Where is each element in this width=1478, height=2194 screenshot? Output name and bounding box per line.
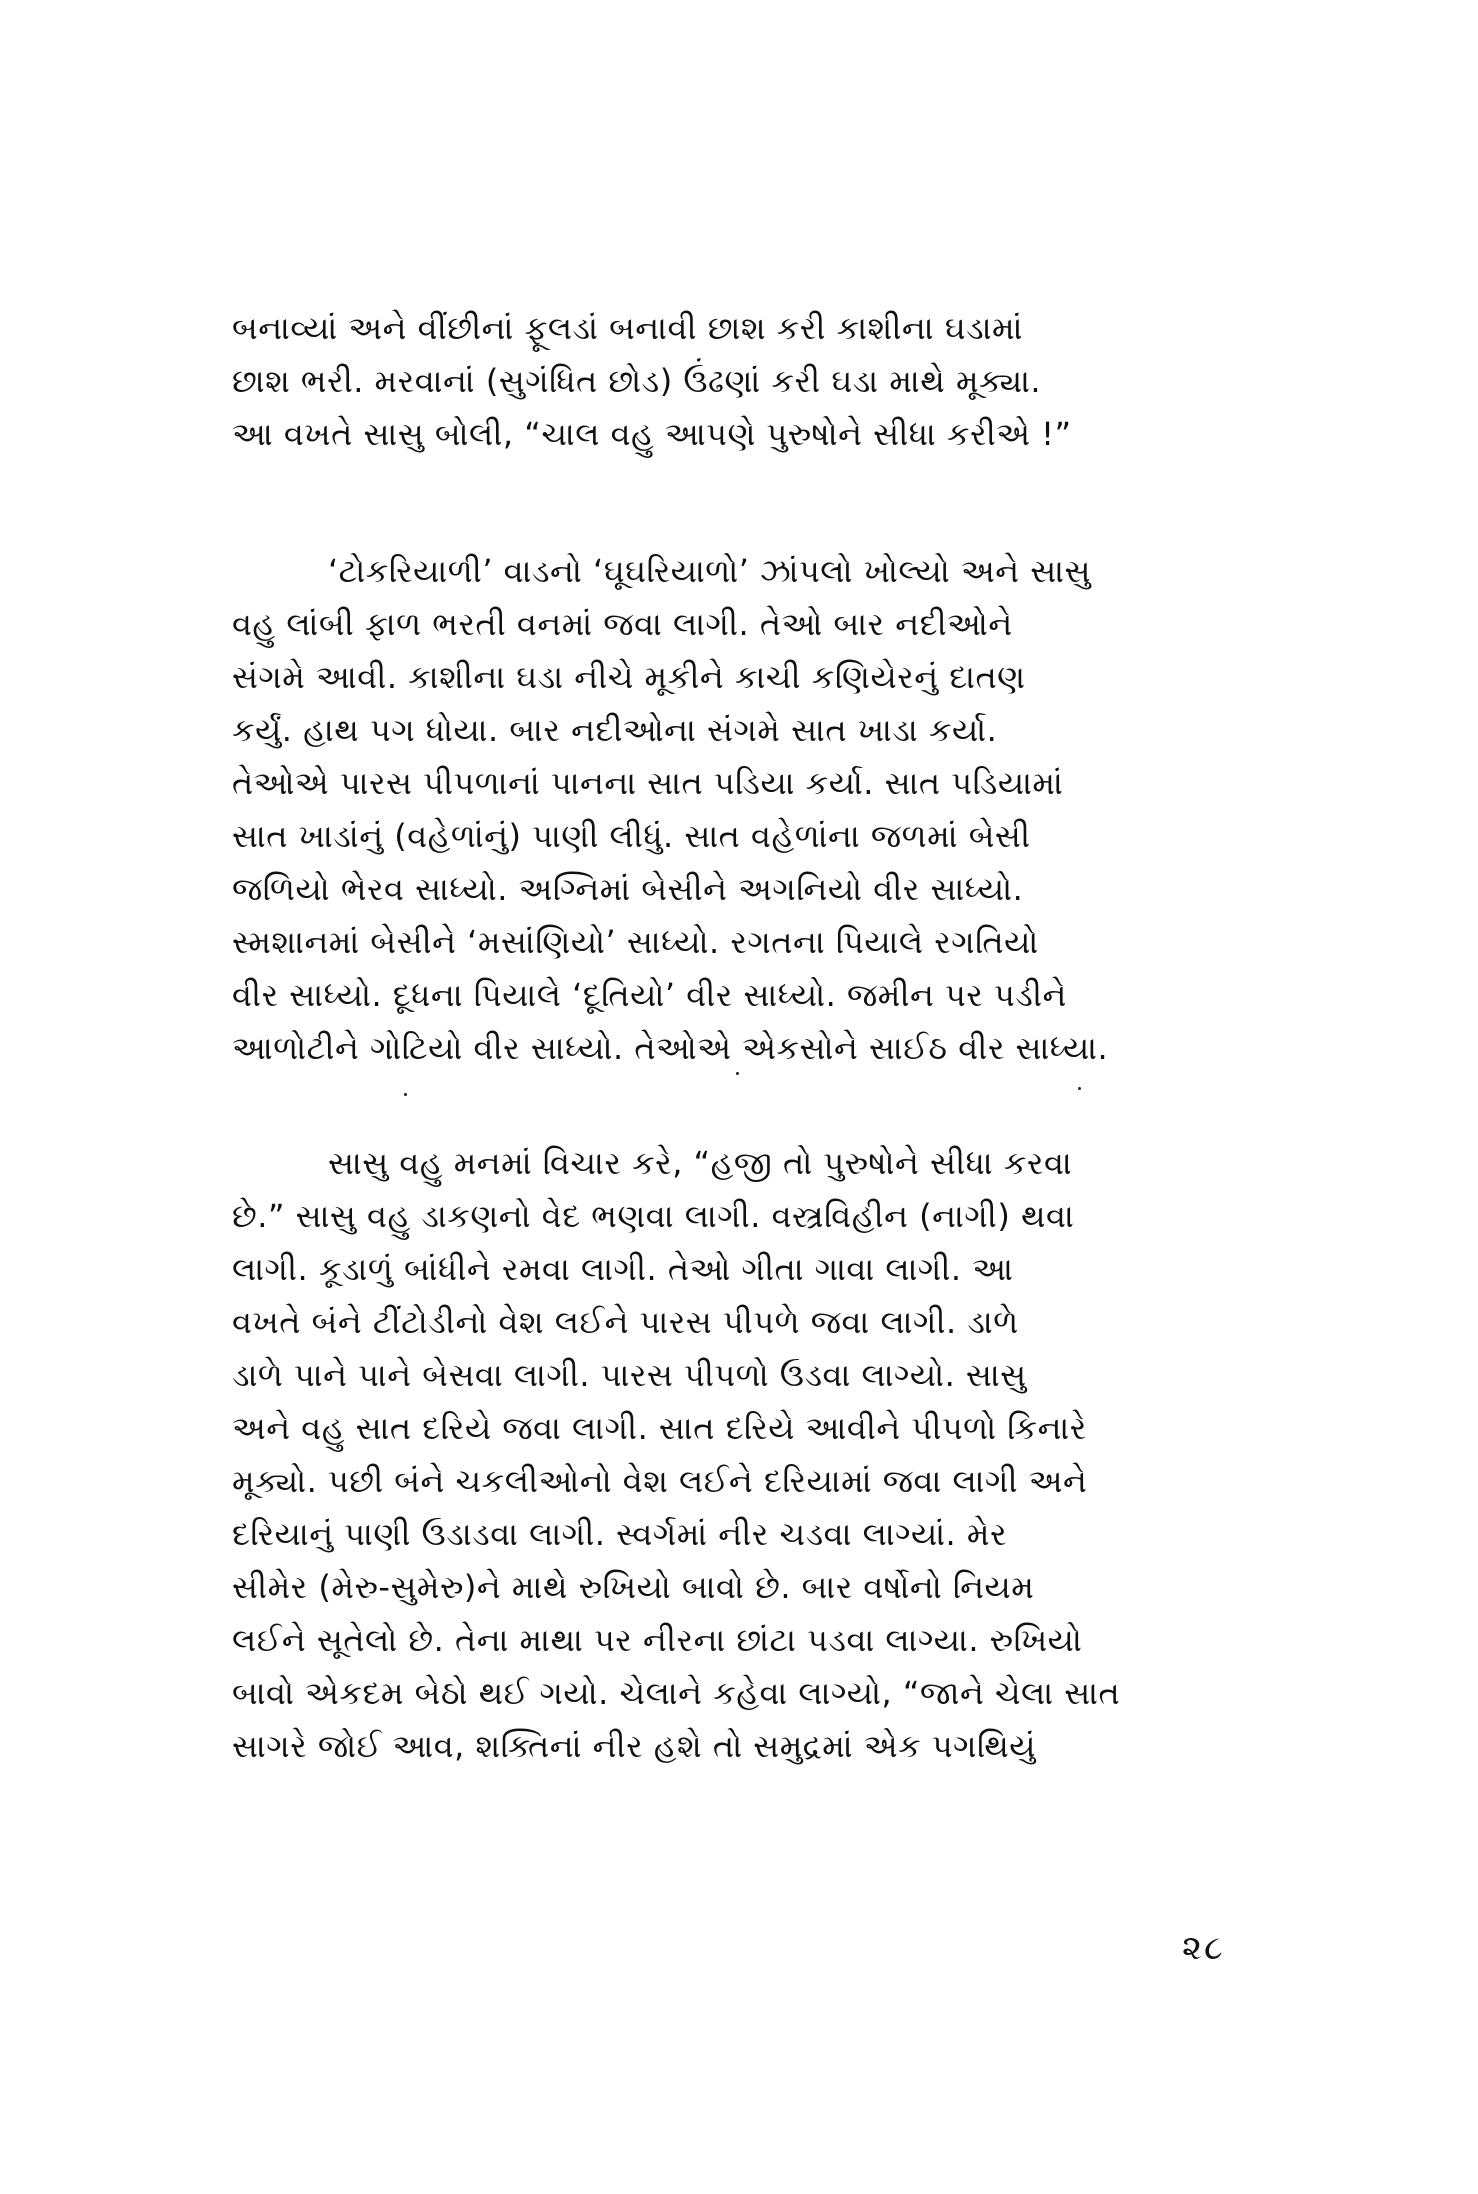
text-line: લઈને સૂતેલો છે. તેના માથા પર નીરના છાંટા પડવા લાગ્યા. રુખિયો <box>232 1621 1083 1659</box>
text-line: છાશ ભરી. મરવાનાં (સુગંધિત છોડ) ઉંઢણાં કરી ઘડા માથે મૂક્યા. <box>232 362 1042 400</box>
text-line: દરિયાનું પાણી ઉડાડવા લાગી. સ્વર્ગમાં નીર ચડવા લાગ્યાં. મેર <box>232 1515 1008 1553</box>
text-line: વહુ લાંબી ફાળ ભરતી વનમાં જવા લાગી. તેઓ બાર નદીઓને <box>232 605 1013 643</box>
text-line: તેઓએ પારસ પીપળાનાં પાનના સાત પડિયા કર્યા. સાત પડિયામાં <box>232 764 1064 802</box>
text-line: વખતે બંને ટીંટોડીનો વેશ લઈને પારસ પીપળે જવા લાગી. ડાળે <box>232 1303 1019 1341</box>
text-line: જળિયો ભેરવ સાધ્યો. અગ્નિમાં બેસીને અગનિયો વીર સાધ્યો. <box>232 870 1024 908</box>
text-line: અને વહુ સાત દરિયે જવા લાગી. સાત દરિયે આવીને પીપળો કિનારે <box>232 1409 1087 1447</box>
text-line: આ વખતે સાસુ બોલી, “ચાલ વહુ આપણે પુરુષોને સીધા કરીએ !” <box>232 415 1072 453</box>
text-line: બાવો એકદમ બેઠો થઈ ગયો. ચેલાને કહેવા લાગ્યો, “જાને ચેલા સાત <box>232 1674 1121 1712</box>
text-line: સાસુ વહુ મનમાં વિચાર કરે, “હજી તો પુરુષોને સીધા કરવા <box>328 1144 1073 1182</box>
print-speck <box>1078 1087 1081 1090</box>
text-line: છે.” સાસુ વહુ ડાકણનો વેદ ભણવા લાગી. વસ્ત્રવિહીન (નાગી) થવા <box>232 1197 1075 1235</box>
text-line: સાત ખાડાંનું (વહેળાંનું) પાણી લીધું. સાત વહેળાંના જળમાં બેસી <box>232 817 1031 855</box>
text-line: સ્મશાનમાં બેસીને ‘મસાંણિયો’ સાધ્યો. રગતના પિયાલે રગતિયો <box>232 923 1039 961</box>
text-line: વીર સાધ્યો. દૂધના પિયાલે ‘દૂતિયો’ વીર સાધ્યો. જમીન પર પડીને <box>232 976 1067 1014</box>
text-line: મૂક્યો. પછી બંને ચકલીઓનો વેશ લઈને દરિયામાં જવા લાગી અને <box>232 1462 1088 1500</box>
text-line: સંગમે આવી. કાશીના ઘડા નીચે મૂકીને કાચી કણિયેરનું દાતણ <box>232 658 1026 696</box>
page-number: ૨૮ <box>1182 1928 1225 1968</box>
paragraph-3 <box>232 1137 1262 1773</box>
text-line: લાગી. કૂડાળું બાંધીને રમવા લાગી. તેઓ ગીતા ગાવા લાગી. આ <box>232 1250 1014 1288</box>
print-speck <box>404 1093 407 1096</box>
text-line: સીમેર (મેરુ-સુમેરુ)ને માથે રુખિયો બાવો છે. બાર વર્ષોનો નિયમ <box>232 1568 1035 1606</box>
text-line: બનાવ્યાં અને વીંછીનાં ફૂલડાં બનાવી છાશ કરી કાશીના ઘડામાં <box>232 309 1023 347</box>
text-line: આળોટીને ગોટિયો વીર સાધ્યો. તેઓએ એકસોને સાઈઠ વીર સાધ્યા. <box>232 1029 1109 1067</box>
text-line: કર્યું. હાથ પગ ધોયા. બાર નદીઓના સંગમે સાત ખાડા કર્યા. <box>232 711 998 749</box>
paragraph-1 <box>232 302 1262 461</box>
paragraph-2 <box>232 545 1262 1075</box>
text-line: ડાળે પાને પાને બેસવા લાગી. પારસ પીપળો ઉડવા લાગ્યો. સાસુ <box>232 1356 1027 1394</box>
text-line: ‘ટોકરિયાળી’ વાડનો ‘ઘૂઘરિયાળો’ ઝાંપલો ખોલ્યો અને સાસુ <box>328 552 1091 590</box>
print-speck <box>736 1072 739 1075</box>
text-line: સાગરે જોઈ આવ, શક્તિનાં નીર હશે તો સમુદ્રમાં એક પગથિયું <box>232 1727 1036 1765</box>
